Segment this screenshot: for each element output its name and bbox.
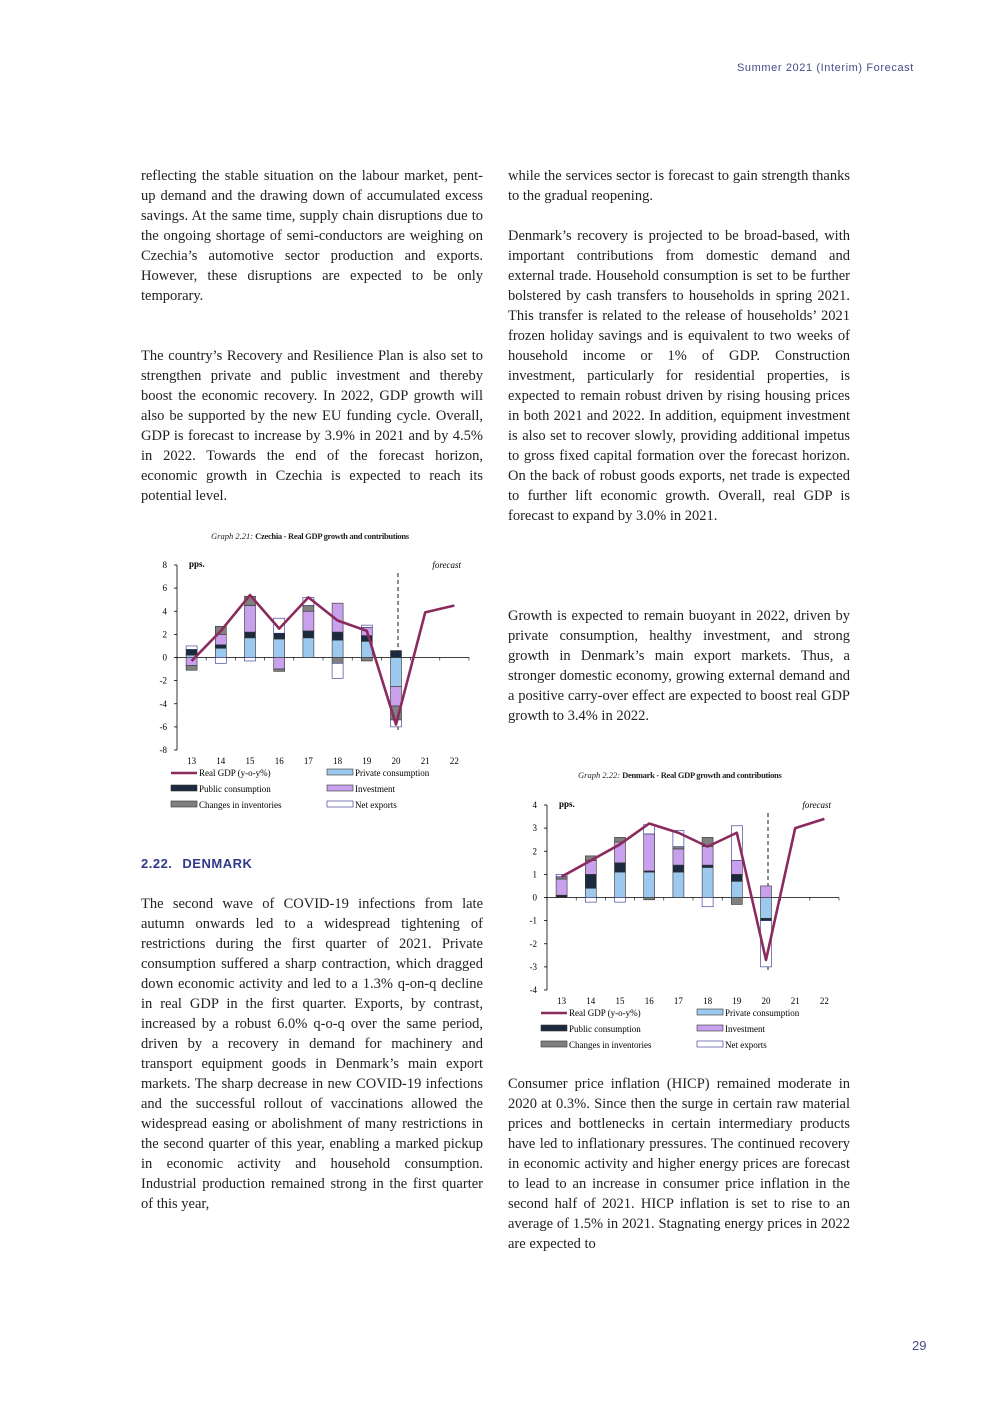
graph-label: Graph 2.22: <box>578 770 621 780</box>
bar-segment <box>303 611 314 631</box>
x-tick-label: 14 <box>586 996 596 1006</box>
bar-segment <box>585 888 596 897</box>
legend-label: Private consumption <box>355 768 430 778</box>
bar-segment <box>274 639 285 658</box>
bar-segment <box>245 638 256 658</box>
graph-label: Graph 2.21: <box>211 531 254 541</box>
x-tick-label: 22 <box>449 756 459 766</box>
legend-swatch <box>541 1025 567 1031</box>
bar-segment <box>702 847 713 866</box>
section-title <box>141 856 252 871</box>
bar-segment <box>702 898 713 907</box>
bar-segment <box>673 865 684 872</box>
x-tick-label: 19 <box>732 996 742 1006</box>
bar-segment <box>274 633 285 639</box>
legend-swatch <box>327 785 353 791</box>
bar-segment <box>391 651 402 658</box>
x-tick-label: 19 <box>362 756 372 766</box>
section-title-text: DENMARK <box>182 856 253 871</box>
x-tick-label: 15 <box>615 996 625 1006</box>
legend-swatch <box>541 1041 567 1047</box>
bar-segment <box>303 638 314 658</box>
legend-swatch <box>171 785 197 791</box>
bar-segment <box>615 863 626 872</box>
legend-label: Net exports <box>355 800 397 810</box>
x-tick-label: 14 <box>216 756 226 766</box>
y-tick-label: 2 <box>532 846 537 857</box>
bar-segment <box>556 879 567 895</box>
x-tick-label: 18 <box>703 996 713 1006</box>
y-tick-label: 3 <box>532 823 537 834</box>
y-tick-label: 1 <box>532 869 537 880</box>
bar-segment <box>332 640 343 657</box>
bar-segment <box>673 849 684 865</box>
legend-swatch <box>171 801 197 807</box>
bar-segment <box>761 898 772 919</box>
bar-segment <box>673 872 684 897</box>
x-tick-label: 22 <box>819 996 829 1006</box>
bar-segment <box>644 872 655 897</box>
bar-segment <box>761 918 772 920</box>
legend-label: Real GDP (y-o-y%) <box>569 1008 641 1018</box>
bar-segment <box>731 874 742 881</box>
paragraph: The country’s Recovery and Resilience Plan is also set to strengthen private and public investment and thereby boost the economic recovery. In 2022, GDP growth will also be supported by the new EU funding cycle. Overall, GDP is forecast to increase by 3.9% in 2021 and by 4.5% in 2022. Towards the end of the forecast horizon, economic growth in Czechia is expected to reach its potential level. <box>141 348 483 504</box>
legend-swatch <box>327 801 353 807</box>
section-number: 2.22. <box>141 856 173 871</box>
y-tick-label: -4 <box>529 985 537 995</box>
x-tick-label: 13 <box>187 756 197 766</box>
y-tick-label: 8 <box>162 560 167 570</box>
legend-label: Public consumption <box>199 784 271 794</box>
bar-segment <box>391 658 402 687</box>
bar-segment <box>245 632 256 638</box>
legend-label: Real GDP (y-o-y%) <box>199 768 271 778</box>
y-tick-label: 4 <box>532 800 537 810</box>
bar-segment <box>303 631 314 638</box>
y-tick-label: -2 <box>529 938 537 949</box>
legend-label: Net exports <box>725 1040 767 1050</box>
legend-swatch <box>697 1009 723 1015</box>
bar-segment <box>615 872 626 897</box>
x-tick-label: 20 <box>761 996 771 1006</box>
bar-segment <box>615 898 626 903</box>
chart-czechia <box>140 550 485 825</box>
bar-segment <box>731 898 742 905</box>
x-tick-label: 13 <box>557 996 567 1006</box>
bar-segment <box>215 648 226 657</box>
y-tick-label: 6 <box>162 583 167 594</box>
bar-segment <box>673 847 684 849</box>
paragraph: The second wave of COVID-19 infections from late autumn onwards led to a widespread tightening of restrictions during the first quarter of 2021. Private consumption suffered a sharp contraction, which dragged down economic activity and led to a 1.3% q-on-q decline in real GDP in the first quarter. Exports, by contrast, increased by a robust 6.0% q-o-q over the same period, driven by a recovery in demand for machinery and transport equipment goods in Denmark’s main export markets. The sharp decrease in new COVID-19 infections and the successful rollout of vaccinations allowed the widespread easing or abolishment of many restrictions in the second quarter of this year, enabling a marked pickup in economic activity and household consumption. Industrial production remained strong in the first quarter of this year, <box>141 896 483 1212</box>
graph-title-text: Denmark - Real GDP growth and contributions <box>622 770 782 780</box>
paragraph: Denmark’s recovery is projected to be broad-based, with important contributions from domestic demand and external trade. Household consumption is set to be further bolstered by cash transfers to households in spring 2021. This transfer is related to the release of households’ 2021 frozen holiday savings and is equivalent to two weeks of household income or 1% of GDP. Construction investment, particularly for residential properties, is expected to remain robust driven by rising housing prices in both 2021 and 2022. In addition, equipment investment is also set to recover slowly, providing additional impetus to gross fixed capital formation over the forecast horizon. On the back of robust goods exports, net trade is expected to further lift economic growth. Overall, real GDP is forecast to expand by 3.0% in 2021. <box>508 228 850 524</box>
bar-segment <box>556 877 567 879</box>
y-tick-label: 4 <box>162 606 167 617</box>
page-number: 29 <box>912 1338 927 1353</box>
y-axis-label: pps. <box>559 799 575 809</box>
y-tick-label: -8 <box>159 745 167 755</box>
y-tick-label: -1 <box>529 915 537 926</box>
legend-label: Investment <box>355 784 395 794</box>
bar-segment <box>303 605 314 611</box>
bar-segment <box>361 625 372 627</box>
graph-title <box>211 531 409 541</box>
legend-swatch <box>327 769 353 775</box>
y-tick-label: -2 <box>159 675 167 686</box>
paragraph: while the services sector is forecast to gain strength thanks to the gradual reopening. <box>508 168 850 204</box>
x-tick-label: 17 <box>303 756 313 766</box>
bar-segment <box>702 867 713 897</box>
forecast-annotation: forecast <box>802 800 831 810</box>
bar-segment <box>731 881 742 897</box>
y-tick-label: -4 <box>159 698 167 709</box>
paragraph: reflecting the stable situation on the labour market, pent-up demand and the drawing down of accumulated excess savings. At the same time, supply chain disruptions due to the ongoing shortage of semi-conductors are weighing on Czechia’s automotive sector production and exports. However, these disruptions are expected to be only temporary. <box>141 168 483 304</box>
x-tick-label: 16 <box>274 756 284 766</box>
bar-segment <box>761 886 772 898</box>
x-tick-label: 21 <box>420 756 430 766</box>
y-tick-label: 0 <box>532 892 537 903</box>
legend-swatch <box>697 1041 723 1047</box>
y-tick-label: 0 <box>162 652 167 663</box>
forecast-annotation: forecast <box>432 560 461 570</box>
y-tick-label: -3 <box>529 961 537 972</box>
bar-segment <box>215 658 226 664</box>
x-tick-label: 20 <box>391 756 401 766</box>
bar-segment <box>391 686 402 706</box>
legend-label: Changes in inventories <box>199 800 282 810</box>
graph-title <box>578 770 781 780</box>
bar-segment <box>274 669 285 671</box>
bar-segment <box>585 874 596 888</box>
bar-segment <box>644 898 655 900</box>
bar-segment <box>186 649 197 655</box>
bar-segment <box>585 898 596 903</box>
legend-label: Public consumption <box>569 1024 641 1034</box>
y-tick-label: 2 <box>162 629 167 640</box>
bar-segment <box>702 865 713 867</box>
legend-label: Changes in inventories <box>569 1040 652 1050</box>
legend-label: Private consumption <box>725 1008 800 1018</box>
bar-segment <box>332 658 343 664</box>
running-header: Summer 2021 (Interim) Forecast <box>737 62 914 74</box>
x-tick-label: 21 <box>790 996 800 1006</box>
y-tick-label: -6 <box>159 721 167 732</box>
legend-label: Investment <box>725 1024 765 1034</box>
bar-segment <box>332 663 343 678</box>
bar-segment <box>731 861 742 875</box>
gdp-line <box>562 819 825 960</box>
bar-segment <box>361 658 372 661</box>
paragraph: Growth is expected to remain buoyant in 2022, driven by private consumption, healthy investment, and strong growth in Denmark’s main export markets. Thus, a stronger domestic economy, growing external demand and a positive carry-over effect are expected to boost real GDP growth to 3.4% in 2022. <box>508 608 850 724</box>
x-tick-label: 15 <box>245 756 255 766</box>
bar-segment <box>556 895 567 897</box>
bar-segment <box>186 666 197 671</box>
legend-swatch <box>697 1025 723 1031</box>
graph-title-text: Czechia - Real GDP growth and contributions <box>255 531 409 541</box>
chart-denmark <box>510 790 855 1065</box>
bar-segment <box>644 834 655 871</box>
bar-segment <box>186 646 197 649</box>
x-tick-label: 17 <box>673 996 683 1006</box>
x-tick-label: 16 <box>644 996 654 1006</box>
bar-segment <box>245 605 256 632</box>
x-tick-label: 18 <box>333 756 343 766</box>
bar-segment <box>332 632 343 640</box>
paragraph: Consumer price inflation (HICP) remained moderate in 2020 at 0.3%. Since then the surge in certain raw material prices and bottlenecks in certain intermediary products have led to inflationary pressures. The continued recovery in economic activity and higher energy prices are forecast to lead to an increase in consumer price inflation in the second half of 2021. HICP inflation is set to rise to an average of 1.5% in 2021. Stagnating energy prices in 2022 are expected to <box>508 1076 850 1252</box>
bar-segment <box>215 645 226 648</box>
bar-segment <box>274 658 285 670</box>
bar-segment <box>245 658 256 661</box>
y-axis-label: pps. <box>189 559 205 569</box>
